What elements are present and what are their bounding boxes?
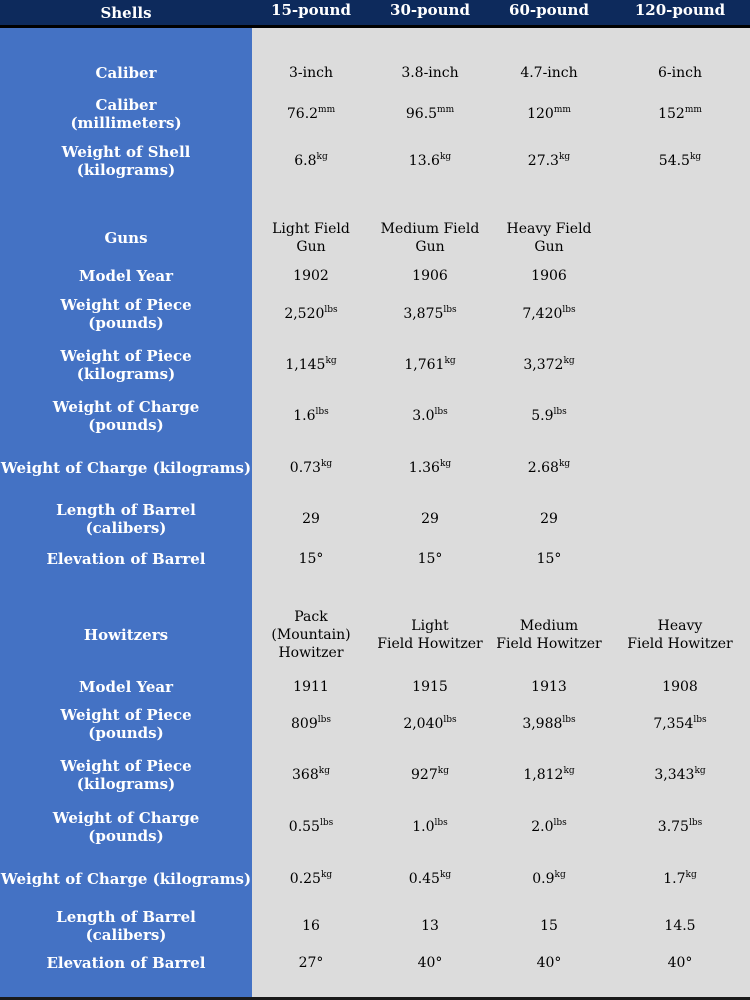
guns-type-header: Light Field Gun xyxy=(272,221,350,255)
guns-label-elevation-of-barrel: Elevation of Barrel xyxy=(46,550,206,568)
guns-cell: 29 xyxy=(421,511,439,527)
howitzers-cell: $368^{kg}$ xyxy=(292,766,330,783)
guns-cell: 1906 xyxy=(412,268,448,284)
guns-cell: 15° xyxy=(417,551,443,567)
howitzers-cell: $7,354^{lbs}$ xyxy=(653,715,707,732)
shells-cell: 3-inch xyxy=(289,65,333,81)
shells-cell: $54.5^{kg}$ xyxy=(658,152,702,169)
shells-cell: $120^{mm}$ xyxy=(527,105,571,122)
guns-cell: $3.0^{lbs}$ xyxy=(412,407,448,424)
guns-cell: 15° xyxy=(298,551,324,567)
shells-cell: $6.8^{kg}$ xyxy=(294,152,328,169)
howitzers-type-header: Pack (Mountain) Howitzer xyxy=(271,609,351,661)
guns-cell: $3,372^{kg}$ xyxy=(523,356,575,373)
howitzers-cell: 1911 xyxy=(293,679,329,695)
howitzers-section-title: Howitzers xyxy=(83,626,169,644)
howitzers-cell: $1.7^{kg}$ xyxy=(663,870,697,887)
guns-cell: $7,420^{lbs}$ xyxy=(522,305,576,322)
howitzers-label-elevation-of-barrel: Elevation of Barrel xyxy=(46,954,206,972)
guns-cell: $5.9^{lbs}$ xyxy=(531,407,567,424)
howitzers-label-length-of-barrel-calibers: Length of Barrel (calibers) xyxy=(56,908,196,944)
shells-cell: 6-inch xyxy=(658,65,702,81)
howitzers-cell: 27° xyxy=(298,955,324,971)
guns-cell: 15° xyxy=(536,551,562,567)
howitzers-cell: 1908 xyxy=(662,679,698,695)
howitzers-cell: 16 xyxy=(302,918,320,934)
howitzers-cell: 40° xyxy=(417,955,443,971)
guns-label-length-of-barrel-calibers: Length of Barrel (calibers) xyxy=(56,501,196,537)
guns-label-weight-of-piece-pounds: Weight of Piece (pounds) xyxy=(60,296,192,332)
howitzers-cell: 40° xyxy=(536,955,562,971)
guns-cell: $1.6^{lbs}$ xyxy=(293,407,329,424)
howitzers-cell: $927^{kg}$ xyxy=(411,766,449,783)
guns-label-weight-of-charge-kilograms: Weight of Charge (kilograms) xyxy=(0,459,252,477)
howitzers-label-weight-of-piece-pounds: Weight of Piece (pounds) xyxy=(60,706,192,742)
howitzers-cell: $0.9^{kg}$ xyxy=(532,870,566,887)
shells-cell: $27.3^{kg}$ xyxy=(527,152,571,169)
guns-section-title: Guns xyxy=(104,229,148,247)
guns-cell: 1902 xyxy=(293,268,329,284)
guns-cell: $2,520^{lbs}$ xyxy=(284,305,338,322)
howitzers-cell: $0.55^{lbs}$ xyxy=(288,818,334,835)
guns-cell: $1.36^{kg}$ xyxy=(408,459,452,476)
howitzers-cell: 40° xyxy=(667,955,693,971)
shells-label-weight-of-shell-kilograms: Weight of Shell (kilograms) xyxy=(61,143,191,179)
howitzers-type-header: Heavy Field Howitzer xyxy=(627,618,733,652)
guns-cell: 1906 xyxy=(531,268,567,284)
howitzers-cell: 15 xyxy=(540,918,558,934)
col-header-120-pound: 120-pound xyxy=(634,1,726,19)
howitzers-cell: $0.25^{kg}$ xyxy=(289,870,333,887)
guns-cell: $3,875^{lbs}$ xyxy=(403,305,457,322)
guns-type-header: Medium Field Gun xyxy=(380,221,480,255)
col-header-30-pound: 30-pound xyxy=(390,1,470,19)
guns-cell: 29 xyxy=(540,511,558,527)
howitzers-label-weight-of-charge-pounds: Weight of Charge (pounds) xyxy=(52,809,200,845)
shells-cell: $96.5^{mm}$ xyxy=(405,105,455,122)
shells-cell: 4.7-inch xyxy=(520,65,578,81)
guns-cell: 29 xyxy=(302,511,320,527)
guns-cell: $1,761^{kg}$ xyxy=(404,356,456,373)
howitzers-cell: $1,812^{kg}$ xyxy=(523,766,575,783)
guns-cell: $2.68^{kg}$ xyxy=(527,459,571,476)
guns-cell: $0.73^{kg}$ xyxy=(289,459,333,476)
shells-cell: $13.6^{kg}$ xyxy=(408,152,452,169)
guns-cell: $1,145^{kg}$ xyxy=(285,356,337,373)
guns-label-model-year: Model Year xyxy=(78,267,174,285)
shells-cell: 3.8-inch xyxy=(401,65,459,81)
howitzers-label-weight-of-charge-kilograms: Weight of Charge (kilograms) xyxy=(0,870,252,888)
guns-label-weight-of-charge-pounds: Weight of Charge (pounds) xyxy=(52,398,200,434)
col-header-15-pound: 15-pound xyxy=(271,1,351,19)
howitzers-cell: 1913 xyxy=(531,679,567,695)
col-header-60-pound: 60-pound xyxy=(509,1,589,19)
howitzers-cell: $0.45^{kg}$ xyxy=(408,870,452,887)
shells-cell: $152^{mm}$ xyxy=(658,105,702,122)
howitzers-type-header: Light Field Howitzer xyxy=(377,618,483,652)
howitzers-cell: $1.0^{lbs}$ xyxy=(412,818,448,835)
howitzers-type-header: Medium Field Howitzer xyxy=(496,618,602,652)
shells-cell: $76.2^{mm}$ xyxy=(286,105,336,122)
howitzers-cell: $809^{lbs}$ xyxy=(291,715,331,732)
howitzers-cell: $3,988^{lbs}$ xyxy=(522,715,576,732)
shells-label-caliber: Caliber xyxy=(95,64,157,82)
howitzers-cell: 1915 xyxy=(412,679,448,695)
shells-header: Shells xyxy=(100,4,152,22)
howitzers-cell: $2,040^{lbs}$ xyxy=(403,715,457,732)
howitzers-cell: $3.75^{lbs}$ xyxy=(657,818,703,835)
howitzers-cell: $3,343^{kg}$ xyxy=(654,766,706,783)
howitzers-cell: $2.0^{lbs}$ xyxy=(531,818,567,835)
shells-label-caliber-millimeters: Caliber (millimeters) xyxy=(70,96,182,132)
guns-type-header: Heavy Field Gun xyxy=(506,221,592,255)
howitzers-cell: 14.5 xyxy=(664,918,696,934)
howitzers-label-model-year: Model Year xyxy=(78,678,174,696)
howitzers-cell: 13 xyxy=(421,918,439,934)
howitzers-label-weight-of-piece-kilograms: Weight of Piece (kilograms) xyxy=(60,757,192,793)
guns-label-weight-of-piece-kilograms: Weight of Piece (kilograms) xyxy=(60,347,192,383)
